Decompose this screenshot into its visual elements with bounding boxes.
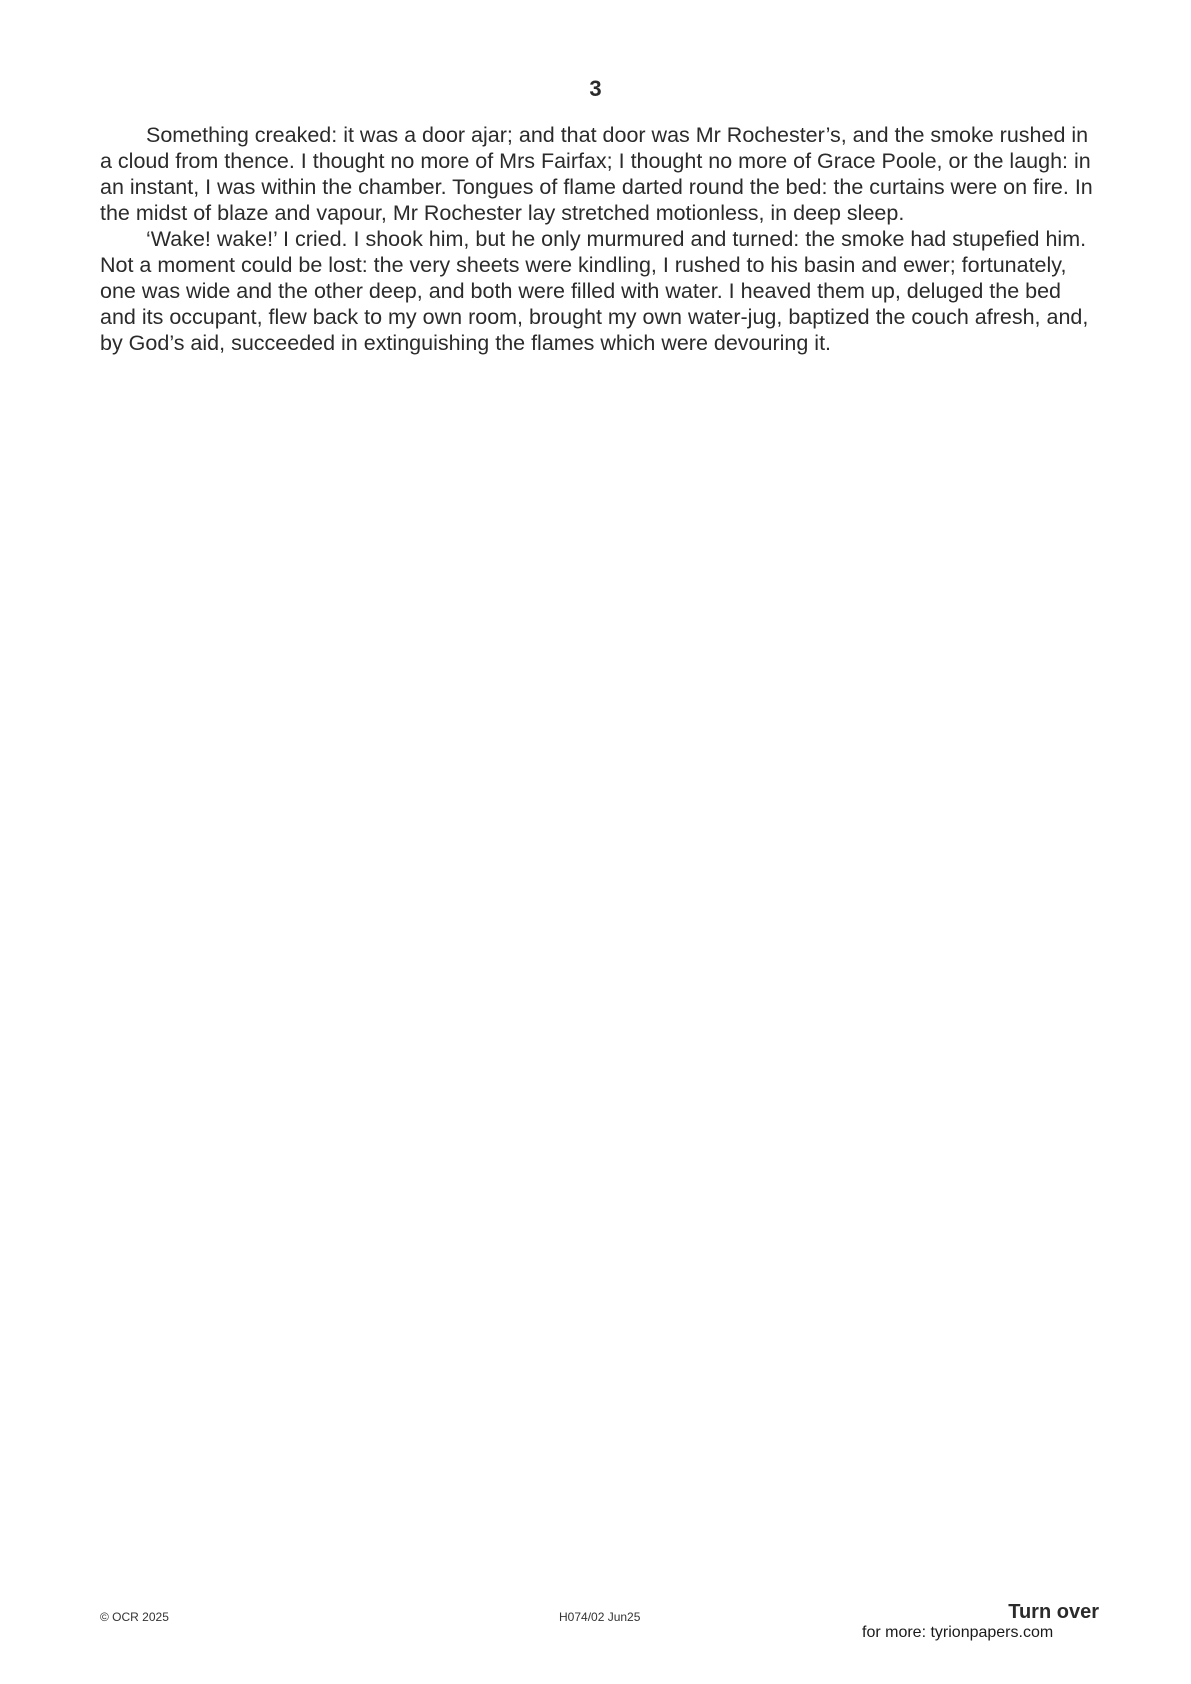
copyright-notice: © OCR 2025 [100, 1610, 169, 1624]
turn-over-label: Turn over [1008, 1601, 1099, 1623]
passage-paragraph-1: Something creaked: it was a door ajar; and that door was Mr Rochester’s, and the smoke rushed in a cloud from thence. I thought no more of Mrs Fairfax; I thought no more of Grace Poole, or the laugh: in an instant, I was within the chamber. Tongues of flame darted round the bed: the curtains were on fire. In the midst of blaze and vapour, Mr Rochester lay stretched motionless, in deep sleep. [100, 123, 1093, 225]
extract-passage [100, 122, 1100, 356]
watermark-text: for more: tyrionpapers.com [862, 1624, 1054, 1641]
page-number: 3 [589, 76, 602, 101]
paper-code: H074/02 Jun25 [559, 1610, 641, 1624]
passage-paragraph-2: ‘Wake! wake!’ I cried. I shook him, but he only murmured and turned: the smoke had stupefied him. Not a moment could be lost: the very sheets were kindling, I rushed to his basin and ewer; fortunately, one was wide and the other deep, and both were filled with water. I heaved them up, deluged the bed and its occupant, flew back to my own room, brought my own water-jug, baptized the couch afresh, and, by God’s aid, succeeded in extinguishing the flames which were devouring it. [100, 227, 1089, 355]
